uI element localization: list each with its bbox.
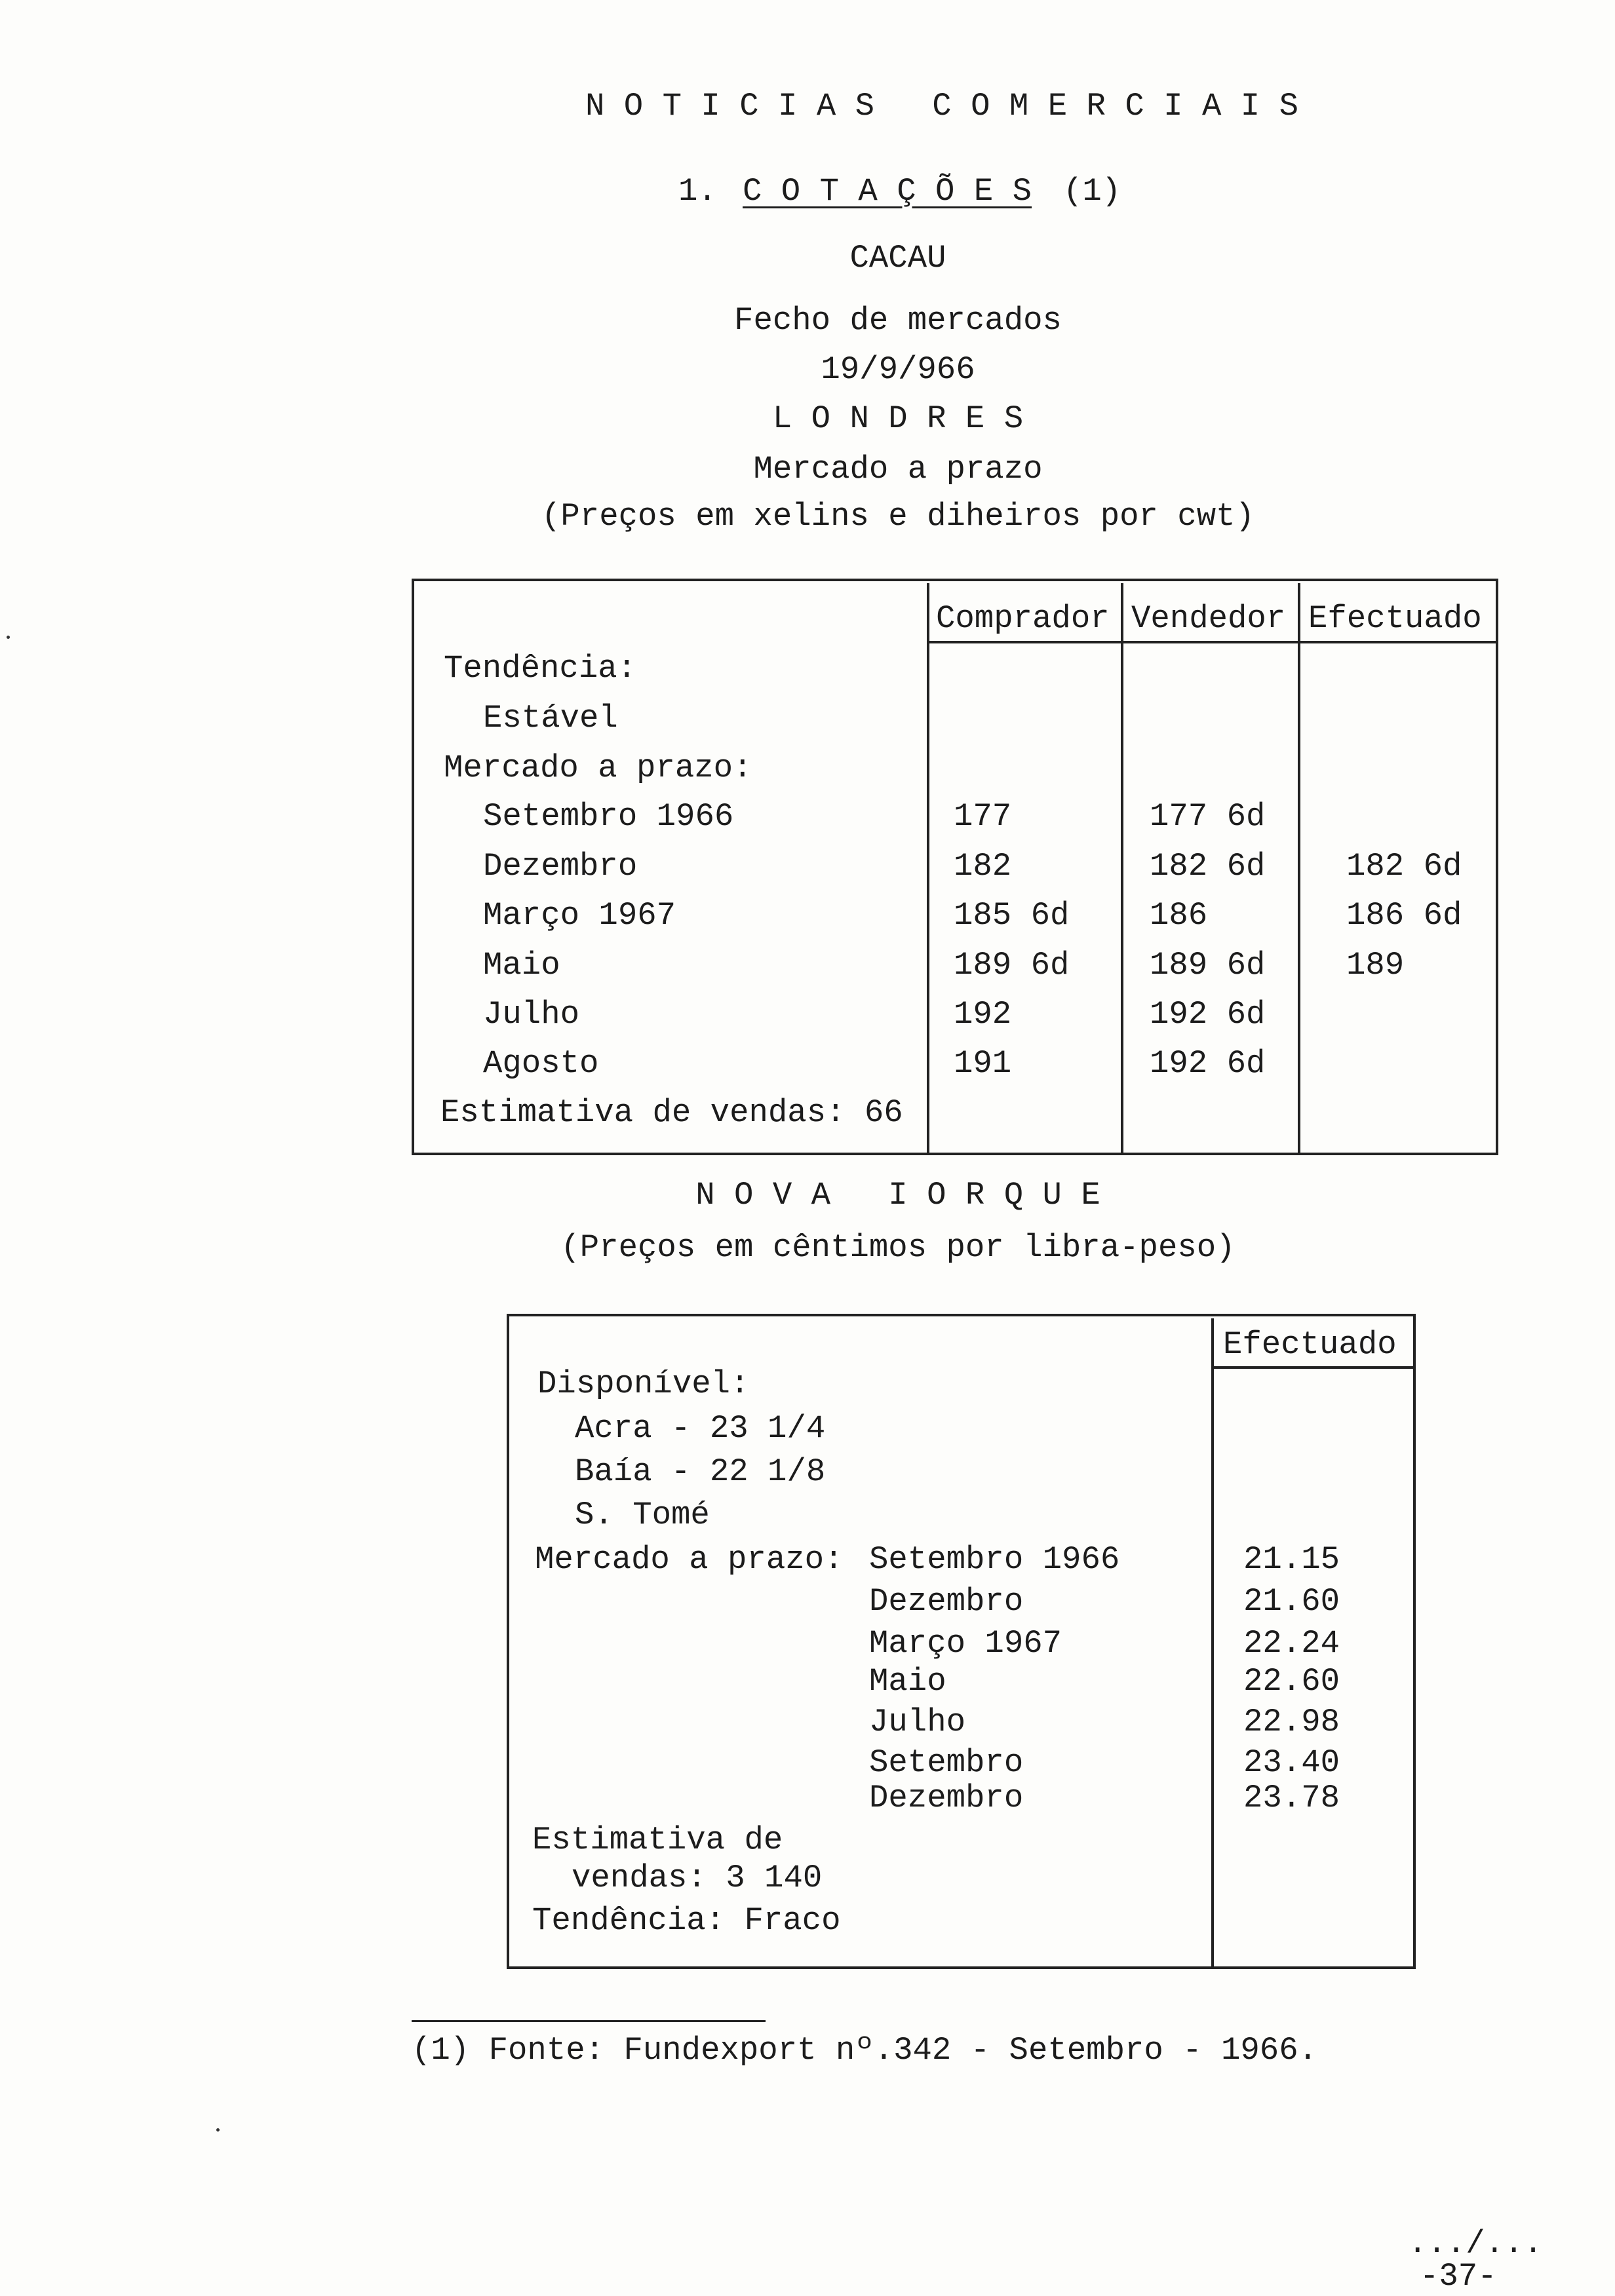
commodity-label: CACAU	[849, 240, 946, 277]
london-row-comprador: 191	[954, 1045, 1012, 1082]
newyork-row-month: Setembro 1966	[869, 1541, 1120, 1578]
newyork-spot-label: Disponível:	[537, 1366, 750, 1402]
london-row-month: Março 1967	[483, 897, 676, 934]
london-row-comprador: 185 6d	[954, 897, 1070, 934]
newyork-row-month: Março 1967	[869, 1625, 1062, 1662]
subsection-number: 1.	[678, 173, 717, 210]
london-divider-2	[1121, 583, 1123, 1155]
subsection-title: C O T A Ç Õ E S	[743, 173, 1032, 210]
london-row-month: Maio	[483, 947, 560, 984]
newyork-row-value: 22.98	[1243, 1704, 1340, 1740]
london-divider-3	[1298, 583, 1300, 1155]
london-forward-label: Mercado a prazo:	[444, 750, 752, 786]
london-col-efectuado: Efectuado	[1308, 600, 1482, 637]
newyork-city: N O V A I O R Q U E	[695, 1177, 1100, 1214]
scan-speck	[216, 2128, 220, 2132]
subsection-ref: (1)	[1063, 173, 1121, 210]
newyork-row-value: 21.15	[1243, 1541, 1340, 1578]
newyork-row-month: Setembro	[869, 1744, 1024, 1781]
newyork-row-value: 23.78	[1243, 1780, 1340, 1816]
london-row-comprador: 192	[954, 996, 1012, 1033]
scan-speck	[7, 636, 10, 639]
london-unit-note: (Preços em xelins e diheiros por cwt)	[541, 498, 1255, 535]
footnote-rule	[412, 2020, 766, 2022]
london-row-month: Setembro 1966	[483, 798, 734, 835]
newyork-forward-label: Mercado a prazo:	[535, 1541, 844, 1578]
newyork-spot-item: Baía - 22 1/8	[575, 1453, 826, 1490]
london-row-vendedor: 189 6d	[1150, 947, 1266, 984]
london-row-comprador: 189 6d	[954, 947, 1070, 984]
newyork-row-value: 22.60	[1243, 1663, 1340, 1700]
section-title: N O T I C I A S C O M E R C I A I S	[585, 88, 1298, 124]
continuation-marker: .../...	[1408, 2225, 1543, 2262]
newyork-row-month: Maio	[869, 1663, 946, 1700]
london-row-month: Dezembro	[483, 848, 638, 885]
newyork-row-month: Dezembro	[869, 1583, 1024, 1620]
newyork-spot-item: S. Tomé	[575, 1497, 710, 1533]
london-col-comprador: Comprador	[936, 600, 1110, 637]
london-market: Mercado a prazo	[753, 451, 1043, 488]
newyork-unit-note: (Preços em cêntimos por libra-peso)	[560, 1229, 1236, 1266]
closing-date: 19/9/966	[821, 351, 975, 388]
london-row-vendedor: 192 6d	[1150, 1045, 1266, 1082]
newyork-sales-label: Estimativa de	[532, 1822, 783, 1858]
london-row-efectuado: 186 6d	[1346, 897, 1462, 934]
london-city: L O N D R E S	[772, 400, 1024, 437]
newyork-header-rule	[1211, 1366, 1414, 1369]
london-sales-estimate: Estimativa de vendas: 66	[440, 1094, 903, 1131]
london-row-efectuado: 189	[1346, 947, 1405, 984]
london-row-comprador: 182	[954, 848, 1012, 885]
london-row-month: Agosto	[483, 1045, 599, 1082]
footnote-text: (1) Fonte: Fundexport nº.342 - Setembro - 1966.	[412, 2032, 1318, 2069]
newyork-divider	[1211, 1318, 1214, 1969]
newyork-row-month: Dezembro	[869, 1780, 1024, 1816]
newyork-sales-value: vendas: 3 140	[572, 1860, 823, 1896]
london-row-vendedor: 186	[1150, 897, 1208, 934]
newyork-row-value: 22.24	[1243, 1625, 1340, 1662]
london-row-month: Julho	[483, 996, 580, 1033]
london-trend-value: Estável	[483, 700, 618, 737]
london-col-vendedor: Vendedor	[1131, 600, 1286, 637]
newyork-row-month: Julho	[869, 1704, 966, 1740]
newyork-row-value: 21.60	[1243, 1583, 1340, 1620]
london-row-efectuado: 182 6d	[1346, 848, 1462, 885]
london-row-vendedor: 192 6d	[1150, 996, 1266, 1033]
london-divider-1	[927, 583, 929, 1155]
london-row-comprador: 177	[954, 798, 1012, 835]
london-row-vendedor: 177 6d	[1150, 798, 1266, 835]
newyork-col-efectuado: Efectuado	[1223, 1326, 1397, 1363]
london-row-vendedor: 182 6d	[1150, 848, 1266, 885]
newyork-row-value: 23.40	[1243, 1744, 1340, 1781]
london-header-rule	[927, 641, 1497, 643]
london-trend-label: Tendência:	[444, 650, 637, 687]
newyork-spot-item: Acra - 23 1/4	[575, 1410, 826, 1447]
page-number: -37-	[1420, 2258, 1497, 2295]
closing-label: Fecho de mercados	[734, 302, 1062, 339]
newyork-trend: Tendência: Fraco	[532, 1902, 841, 1939]
